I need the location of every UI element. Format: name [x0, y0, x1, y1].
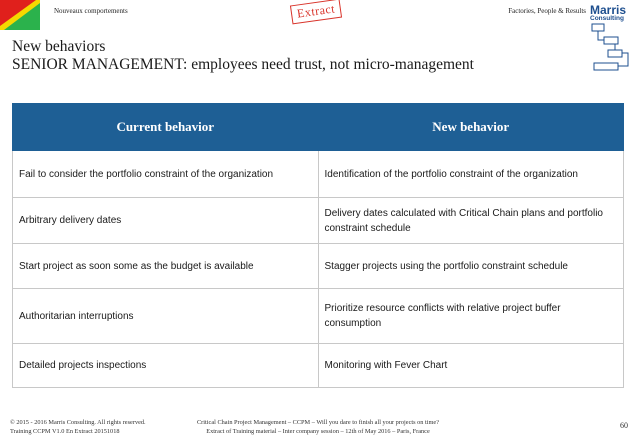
current-behavior-cell: Fail to consider the portfolio constraint of the organization	[13, 151, 319, 198]
col-header-new: New behavior	[318, 104, 624, 151]
table-row	[13, 198, 624, 244]
behavior-table	[12, 103, 624, 388]
current-behavior-cell: Detailed projects inspections	[13, 344, 319, 388]
new-behavior-cell: Stagger projects using the portfolio constraint schedule	[318, 244, 624, 289]
footer-course-title: Critical Chain Project Management – CCPM – Will you dare to finish all your projects on time?	[196, 419, 440, 426]
col-header-current: Current behavior	[13, 104, 319, 151]
table-header-row	[13, 104, 624, 151]
table-row	[13, 344, 624, 388]
logo-title: Marris	[590, 3, 627, 17]
new-behavior-cell: Identification of the portfolio constraint of the organization	[318, 151, 624, 198]
logo-subtitle: Consulting	[590, 15, 624, 22]
new-behavior-cell: Prioritize resource conflicts with relative project buffer consumption	[318, 289, 624, 344]
table-row	[13, 244, 624, 289]
footer-session-info: Extract of Training material – Inter company session – 12th of May 2016 – Paris, France	[206, 428, 430, 435]
extract-stamp: Extract	[290, 0, 342, 24]
logo-flowchart-icon	[590, 23, 634, 73]
table-row	[13, 151, 624, 198]
footer-training-ref: Training CCPM V1.0 En Extract 20151018	[10, 428, 120, 435]
page-number: 60	[620, 421, 628, 430]
table-row	[13, 289, 624, 344]
new-behavior-cell: Delivery dates calculated with Critical Chain plans and portfolio constraint schedule	[318, 198, 624, 244]
current-behavior-cell: Arbitrary delivery dates	[13, 198, 319, 244]
marris-logo	[590, 3, 634, 73]
slide-title-line1: New behaviors	[12, 38, 106, 55]
footer-copyright	[10, 418, 146, 436]
tagline: Factories, People & Results	[508, 7, 586, 15]
current-behavior-cell: Authoritarian interruptions	[13, 289, 319, 344]
slide-title-line2: SENIOR MANAGEMENT: employees need trust, not micro-management	[12, 56, 474, 73]
footer-copyright-line: © 2015 - 2016 Marris Consulting. All rights reserved.	[10, 419, 146, 426]
new-behavior-cell: Monitoring with Fever Chart	[318, 344, 624, 388]
section-label: Nouveaux comportements	[54, 7, 128, 15]
brand-flag-icon	[0, 0, 40, 30]
footer-course-info	[193, 418, 443, 436]
slide-title	[12, 38, 474, 74]
current-behavior-cell: Start project as soon some as the budget is available	[13, 244, 319, 289]
